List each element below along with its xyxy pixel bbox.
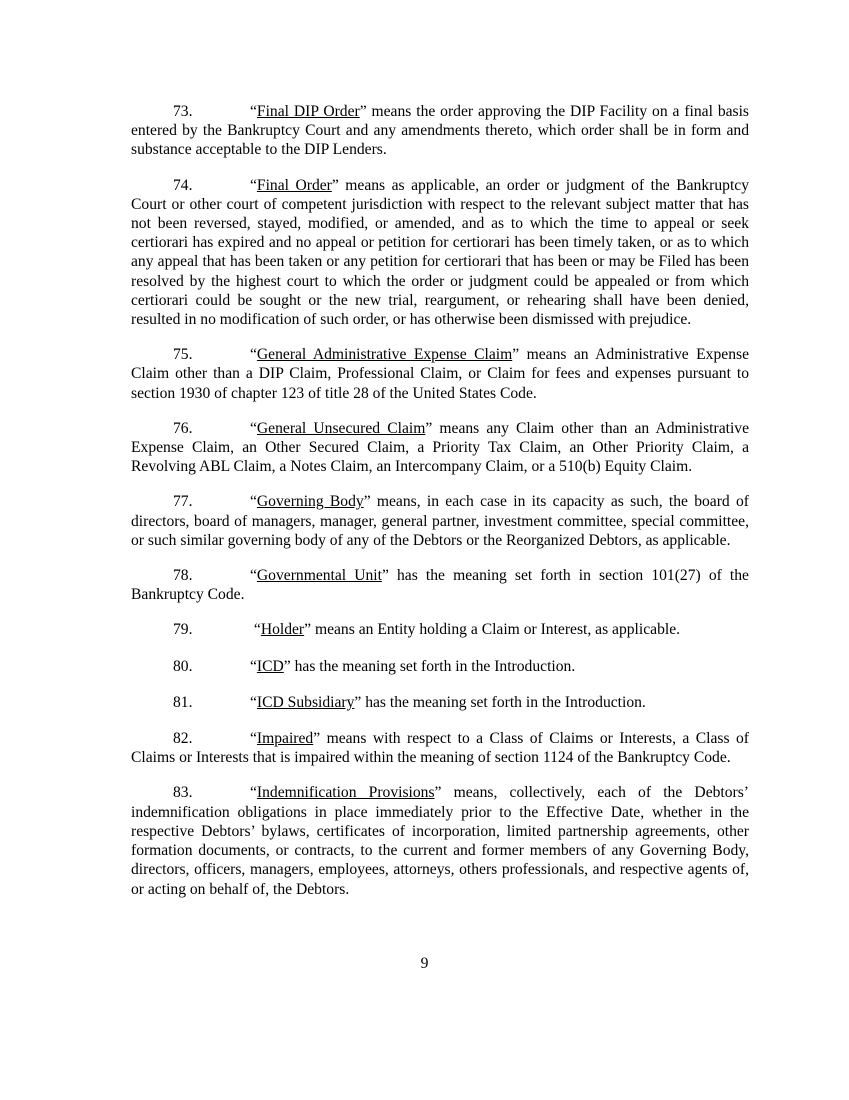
defined-term: ICD Subsidiary: [256, 693, 355, 711]
defined-term: Governing Body: [256, 493, 364, 511]
definition-number: 75.: [173, 346, 193, 364]
defined-term: Impaired: [256, 730, 314, 748]
defined-term: General Unsecured Claim: [256, 419, 426, 437]
definition-number: 83.: [173, 784, 193, 802]
definition-text: means an Administrative Expense Claim other than a DIP Claim, Professional Claim, or Claim for fees and expenses pursuant to section 1930 of chapter 123 of title 28 of the United States Code.: [131, 346, 749, 402]
definition-81: 81. “ICD Subsidiary” has the meaning set forth in the Introduction.: [173, 693, 646, 711]
definition-text: means as applicable, an order or judgment of the Bankruptcy Court or other court of competent jurisdiction with respect to the relevant subject matter that has not been reversed, stayed, modified, or amended, and as to which the time to appeal or seek certiorari has expired and no appeal or petition for certiorari has been timely taken, or as to which any appeal that has been taken or any petition for certiorari that has been or may be Filed has been resolved by the highest court to which the order or judgment could be appealed or from which certiorari could be sought or the new trial, reargument, or rehearing shall have been denied, resulted in no modification of such order, or has otherwise been dismissed with prejudice.: [131, 176, 749, 329]
definition-75: 75. “General Administrative Expense Claim” means an Administrative Expense Claim other than a DIP Claim, Professional Claim, or Claim for fees and expenses pursuant to section 1930 of chapter 123 of title 28 of the United States Code.: [131, 346, 749, 402]
definition-83: 83. “Indemnification Provisions” means, collectively, each of the Debtors’ indemnification obligations in place immediately prior to the Effective Date, whether in the respective Debtors’ bylaws, certificates of incorporation, limited partnership agreements, other formation documents, or contracts, to the current and former members of any Governing Body, directors, officers, managers, employees, attorneys, others professionals, and respective agents of, or acting on behalf of, the Debtors.: [131, 784, 749, 898]
definition-text: means with respect to a Class of Claims or Interests, a Class of Claims or Interests that is impaired within the meaning of section 1124 of the Bankruptcy Code.: [131, 730, 749, 767]
definition-text: means any Claim other than an Administrative Expense Claim, an Other Secured Claim, a Priority Tax Claim, an Other Priority Claim, a Revolving ABL Claim, a Notes Claim, an Intercompany Claim, or a 510(b) Equity Claim.: [131, 419, 749, 476]
definition-76: 76. “General Unsecured Claim” means any Claim other than an Administrative Expense Claim, an Other Secured Claim, a Priority Tax Claim, an Other Priority Claim, a Revolving ABL Claim, a Notes Claim, an Intercompany Claim, or a 510(b) Equity Claim.: [131, 419, 749, 476]
defined-term: Indemnification Provisions: [256, 784, 435, 802]
definition-number: 76.: [173, 419, 193, 437]
definition-79: 79. “Holder” means an Entity holding a Claim or Interest, as applicable.: [173, 621, 681, 639]
definition-number: 73.: [173, 103, 193, 120]
definition-number: 78.: [173, 567, 193, 585]
defined-term: Final Order: [256, 176, 332, 194]
definition-text: has the meaning set forth in section 101(27) of the Bankruptcy Code.: [131, 567, 749, 604]
definition-number: 79.: [173, 621, 193, 639]
definition-text: means the order approving the DIP Facility on a final basis entered by the Bankruptcy Court and any amendments thereto, which order shall be in form and substance acceptable to the DIP Lenders.: [131, 103, 750, 159]
definition-text: has the meaning set forth in the Introduction.: [290, 657, 576, 675]
definition-73: 73. “Final DIP Order” means the order approving the DIP Facility on a final basis entered by the Bankruptcy Court and any amendments thereto, which order shall be in form and substance acceptable to the DIP Lenders.: [131, 103, 750, 159]
definition-number: 82.: [173, 730, 193, 748]
definition-82: 82. “Impaired” means with respect to a Class of Claims or Interests, a Class of Claims or Interests that is impaired within the meaning of section 1124 of the Bankruptcy Code.: [131, 730, 749, 767]
definition-74: 74. “Final Order” means as applicable, an order or judgment of the Bankruptcy Court or other court of competent jurisdiction with respect to the relevant subject matter that has not been reversed, stayed, modified, or amended, and as to which the time to appeal or seek certiorari has expired and no appeal or petition for certiorari has been timely taken, or as to which any appeal that has been taken or any petition for certiorari that has been or may be Filed has been resolved by the highest court to which the order or judgment could be appealed or from which certiorari could be sought or the new trial, reargument, or rehearing shall have been denied, resulted in no modification of such order, or has otherwise been dismissed with prejudice.: [131, 176, 749, 329]
definition-80: 80. “ICD” has the meaning set forth in the Introduction.: [173, 657, 576, 675]
defined-term: ICD: [256, 657, 284, 675]
definition-number: 80.: [173, 657, 193, 675]
definition-78: 78. “Governmental Unit” has the meaning set forth in section 101(27) of the Bankruptcy Code.: [131, 567, 749, 604]
definition-number: 77.: [173, 493, 193, 511]
document-body: [131, 102, 749, 915]
definition-text: means, in each case in its capacity as such, the board of directors, board of managers, manager, general partner, investment committee, special committee, or such similar governing body of any of the Debtors or the Reorganized Debtors, as applicable.: [131, 493, 749, 549]
defined-term: Governmental Unit: [256, 567, 382, 585]
definition-text: means an Entity holding a Claim or Interest, as applicable.: [311, 621, 681, 639]
page-number: 9: [420, 955, 429, 972]
defined-term: General Administrative Expense Claim: [256, 346, 513, 364]
defined-term: Final DIP Order: [256, 103, 360, 120]
definition-number: 81.: [173, 693, 193, 711]
definition-text: means, collectively, each of the Debtors’ indemnification obligations in place immediately prior to the Effective Date, whether in the respective Debtors’ bylaws, certificates of incorporation, limited partnership agreements, other formation documents, or contracts, to the current and former members of any Governing Body, directors, officers, managers, employees, attorneys, others professionals, and respective agents of, or acting on behalf of, the Debtors.: [131, 784, 749, 898]
defined-term: Holder: [260, 621, 305, 639]
definition-77: 77. “Governing Body” means, in each case in its capacity as such, the board of directors, board of managers, manager, general partner, investment committee, special committee, or such similar governing body of any of the Debtors or the Reorganized Debtors, as applicable.: [131, 493, 749, 549]
definition-number: 74.: [173, 176, 193, 194]
definition-text: has the meaning set forth in the Introduction.: [361, 693, 646, 711]
